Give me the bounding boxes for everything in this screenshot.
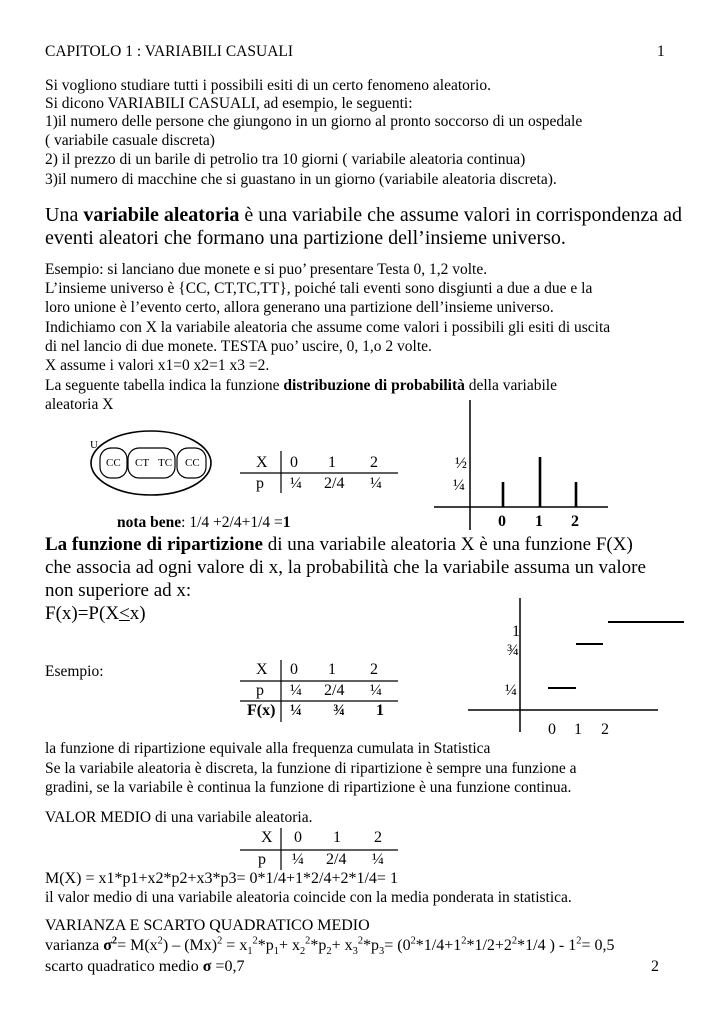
event-label: TC <box>158 457 173 469</box>
mean-table-x-value: 1 <box>333 829 341 846</box>
cdf-table-p-label: p <box>256 682 264 699</box>
cdf-table-f-value: ¼ <box>290 702 302 719</box>
prob-chart-y-tick: ¼ <box>453 477 465 494</box>
cdf-chart-x-tick: 2 <box>601 721 609 738</box>
universe-label: U <box>90 439 98 451</box>
ripartizione-line: non superiore ad x: <box>45 580 192 601</box>
nota-bene: nota bene: 1/4 +2/4+1/4 =1 <box>117 514 291 531</box>
cdf-note: Se la variabile aleatoria è discreta, la funzione di ripartizione è sempre una funzione a <box>45 760 577 777</box>
esempio-label: Esempio: <box>45 663 104 680</box>
mean-table-p-value: 2/4 <box>326 851 347 868</box>
cdf-chart-x-tick: 0 <box>548 721 556 738</box>
ripartizione-formula: F(x)=P(X<x) <box>45 603 146 624</box>
cdf-table-x-value: 0 <box>290 661 298 678</box>
cdf-table-p-value: 2/4 <box>324 682 345 699</box>
cdf-note: gradini, se la variabile è continua la funzione di ripartizione è una funzione continua. <box>45 779 572 796</box>
varianza-heading: VARIANZA E SCARTO QUADRATICO MEDIO <box>45 917 370 934</box>
cdf-table-x-value: 2 <box>370 661 378 678</box>
table-intro: La seguente tabella indica la funzione distribuzione di probabilità della variabile <box>45 377 557 394</box>
example-line: Indichiamo con X la variabile aleatoria che assume come valori i possibili gli esiti di uscita <box>45 319 611 336</box>
event-label: CC <box>106 457 121 469</box>
mean-table-x-value: 0 <box>294 829 302 846</box>
definition-line: eventi aleatori che formano una partizione dell’insieme universo. <box>45 227 566 249</box>
table-intro: aleatoria X <box>45 396 114 413</box>
example-line: L’insieme universo è {CC, CT,TC,TT}, poiché tali eventi sono disgiunti a due a due e la <box>45 280 593 297</box>
prob-table-p-value: ¼ <box>370 475 382 492</box>
cdf-chart-y-tick: 1 <box>512 623 520 640</box>
cdf-table-x-value: 1 <box>328 661 336 678</box>
page-number: 1 <box>657 43 665 60</box>
intro-line: ( variabile casuale discreta) <box>45 132 215 149</box>
cdf-chart-y-tick: ¾ <box>507 642 519 659</box>
event-label: CC <box>185 457 200 469</box>
mean-table-x-label: X <box>261 829 273 846</box>
prob-chart-y-tick: ½ <box>455 455 467 472</box>
mean-table-x-value: 2 <box>374 829 382 846</box>
prob-table-p-value: 2/4 <box>324 475 345 492</box>
definition-term: variabile aleatoria <box>83 204 240 226</box>
intro-line: 3)il numero di macchine che si guastano in un giorno (variabile aleatoria discreta). <box>45 171 557 188</box>
prob-chart-x-tick: 1 <box>535 513 543 530</box>
mean-note: il valor medio di una variabile aleatoria coincide con la media ponderata in statistica. <box>45 889 572 906</box>
event-label: CT <box>135 457 150 469</box>
mean-table-p-value: ¼ <box>372 851 384 868</box>
cdf-note: la funzione di ripartizione equivale alla frequenza cumulata in Statistica <box>45 740 491 757</box>
cdf-table-p-value: ¼ <box>370 682 382 699</box>
prob-table-x-value: 0 <box>290 454 298 471</box>
example-line: X assume i valori x1=0 x2=1 x3 =2. <box>45 357 270 374</box>
cdf-table-f-value: 1 <box>376 702 384 719</box>
prob-table-x-value: 2 <box>370 454 378 471</box>
prob-chart-x-tick: 2 <box>571 513 579 530</box>
cdf-table-f-label: F(x) <box>247 702 276 719</box>
prob-table-x-label: X <box>256 454 268 471</box>
footer-page-number: 2 <box>651 958 659 975</box>
mean-formula: M(X) = x1*p1+x2*p2+x3*p3= 0*1/4+1*2/4+2*1/4= 1 <box>45 870 398 887</box>
scarto-line: scarto quadratico medio σ =0,7 <box>45 958 245 975</box>
intro-line: 1)il numero delle persone che giungono in un giorno al pronto soccorso di un ospedale <box>45 113 583 130</box>
example-line: Esempio: si lanciano due monete e si puo’ presentare Testa 0, 1,2 volte. <box>45 261 488 278</box>
intro-line: Si dicono VARIABILI CASUALI, ad esempio, le seguenti: <box>45 95 413 112</box>
intro-line: 2) il prezzo di un barile di petrolio tra 10 giorni ( variabile aleatoria continua) <box>45 151 526 168</box>
ripartizione-line: La funzione di ripartizione di una variabile aleatoria X è una funzione F(X) <box>45 534 633 555</box>
cdf-table-x-label: X <box>256 661 268 678</box>
cdf-chart-x-tick: 1 <box>574 721 582 738</box>
valor-medio-heading: VALOR MEDIO di una variabile aleatoria. <box>45 809 313 826</box>
cdf-table-f-value: ¾ <box>333 702 345 719</box>
example-line: loro unione è l’evento certo, allora generano una partizione dell’insieme universo. <box>45 299 554 316</box>
cdf-chart-y-tick: ¼ <box>505 682 517 699</box>
prob-table-p-label: p <box>256 475 264 492</box>
prob-table-x-value: 1 <box>328 454 336 471</box>
chapter-title: CAPITOLO 1 : VARIABILI CASUALI <box>45 43 294 60</box>
prob-chart-x-tick: 0 <box>498 513 506 530</box>
cdf-table-p-value: ¼ <box>290 682 302 699</box>
example-line: di nel lancio di due monete. TESTA puo’ uscire, 0, 1,o 2 volte. <box>45 338 432 355</box>
definition-line: Una variabile aleatoria è una variabile che assume valori in corrispondenza ad <box>45 204 683 226</box>
mean-table-p-value: ¼ <box>292 851 304 868</box>
varianza-formula: varianza $\sigma^2= M(x^2) - (Mx)^2 = x_1^2*p_1+ x_2^2*p_2+ x_3^2*p_3= (0^2*1/4+1^2*1/2+2^2*1/4$ ) - $1^2= 0,5$ <box>45 935 615 958</box>
sigma-symbol: σ <box>103 937 112 954</box>
ripartizione-line: che associa ad ogni valore di x, la probabilità che la variabile assuma un valore <box>45 557 646 578</box>
mean-table-p-label: p <box>258 851 266 868</box>
intro-line: Si vogliono studiare tutti i possibili esiti di un certo fenomeno aleatorio. <box>45 77 491 94</box>
prob-table-p-value: ¼ <box>290 475 302 492</box>
ripartizione-term: La funzione di ripartizione <box>45 534 263 555</box>
